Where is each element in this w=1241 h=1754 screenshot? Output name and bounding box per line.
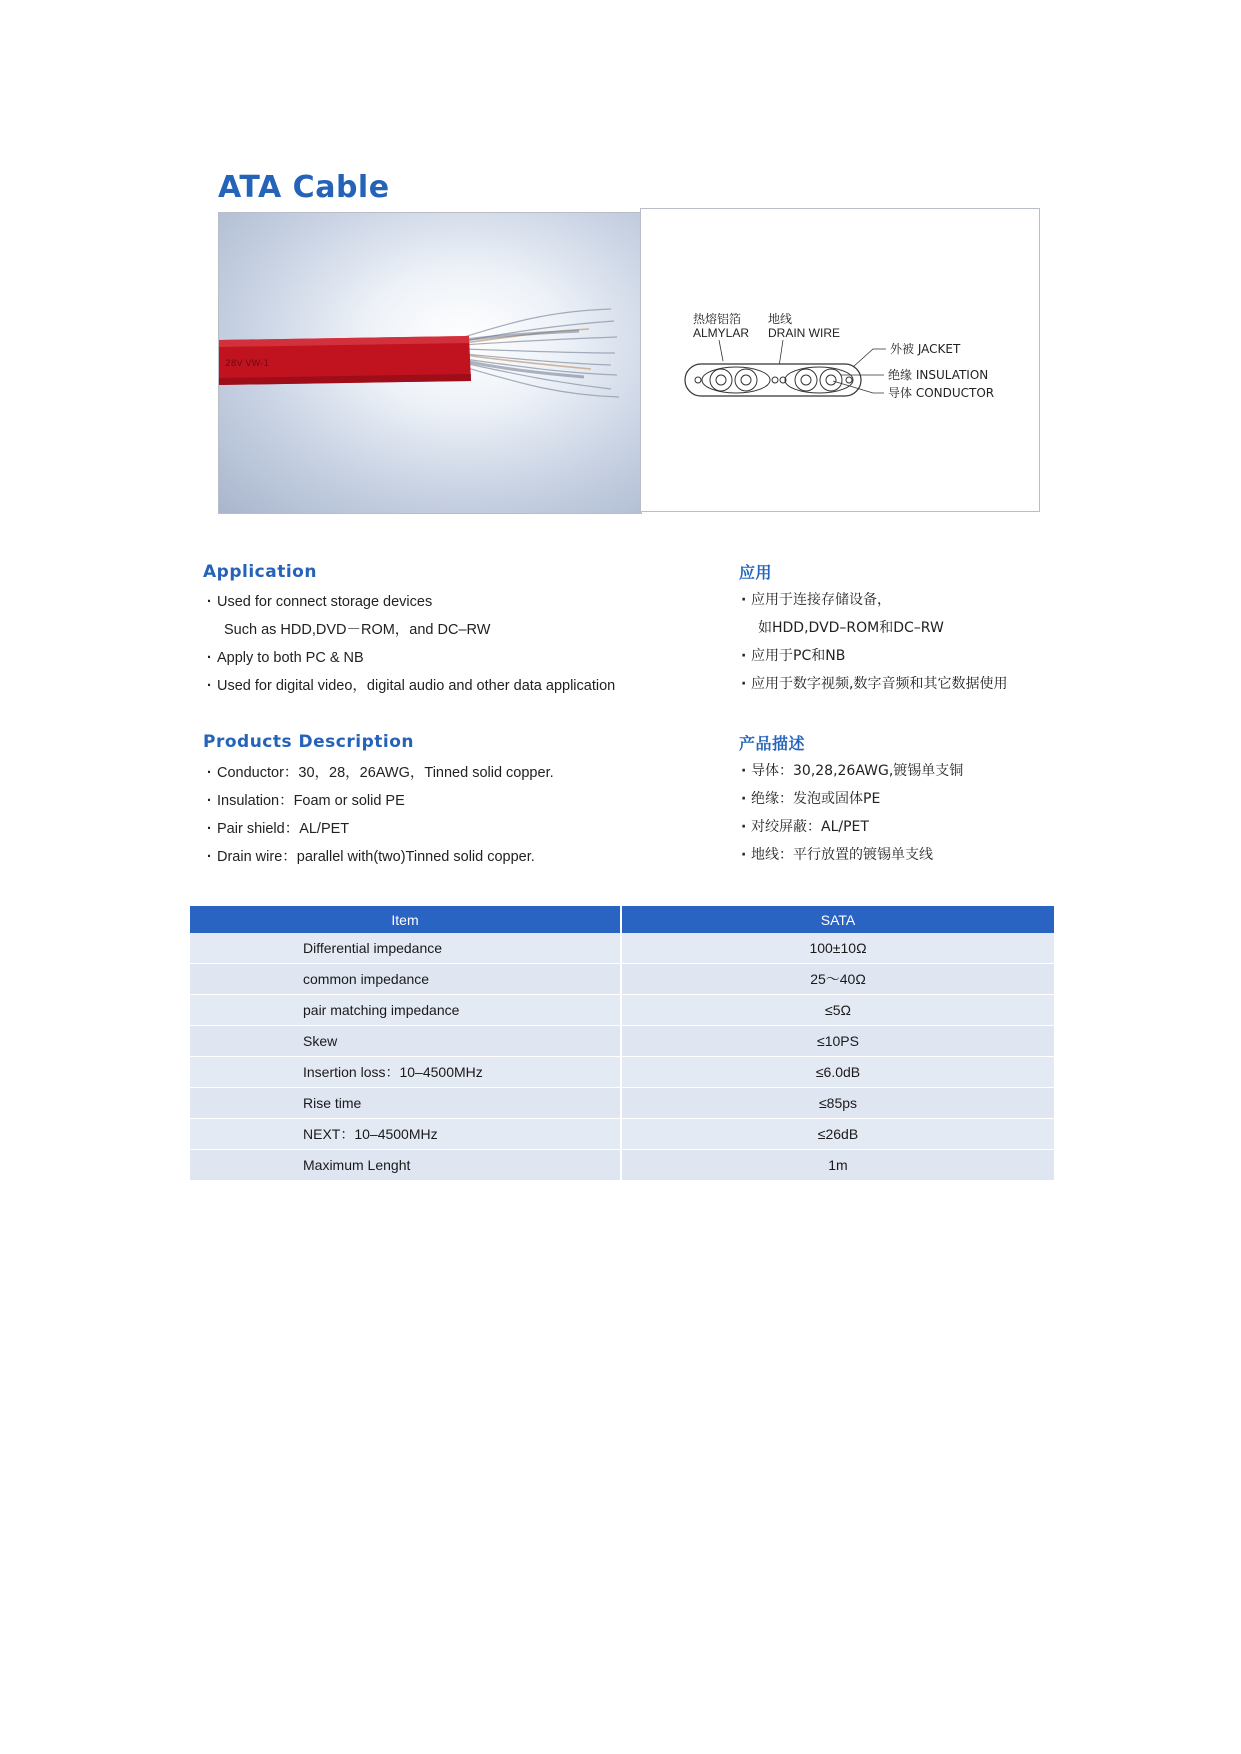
table-cell: pair matching impedance bbox=[190, 995, 621, 1026]
products-description-list bbox=[207, 759, 554, 871]
spec-table bbox=[190, 906, 1054, 1181]
table-cell: Skew bbox=[190, 1026, 621, 1057]
list-item: · Used for digital video，digital audio and other data application bbox=[207, 672, 615, 700]
cable-print-text: 28V VW-1 bbox=[225, 359, 270, 369]
table-row bbox=[190, 933, 1054, 964]
table-row bbox=[190, 964, 1054, 995]
table-cell: ≤5Ω bbox=[621, 995, 1054, 1026]
list-item: · 应用于数字视频,数字音频和其它数据使用 bbox=[741, 670, 1007, 698]
table-row bbox=[190, 1057, 1054, 1088]
table-row bbox=[190, 1119, 1054, 1150]
jacket-label: 外被 JACKET bbox=[890, 342, 961, 356]
list-item: · 绝缘：发泡或固体PE bbox=[741, 785, 963, 813]
products-description-list-zh bbox=[741, 757, 963, 869]
list-item: Such as HDD,DVD－ROM，and DC–RW bbox=[224, 622, 491, 638]
insulation-label: 绝缘 INSULATION bbox=[888, 368, 989, 382]
application-list bbox=[207, 588, 615, 700]
almylar-label-zh: 热熔铝箔 bbox=[693, 312, 742, 326]
list-item: · 应用于连接存储设备， bbox=[741, 586, 1007, 614]
table-cell: common impedance bbox=[190, 964, 621, 995]
list-item: · Apply to both PC & NB bbox=[207, 644, 615, 672]
cross-section-diagram bbox=[640, 208, 1040, 512]
drain-wire-label-en: DRAIN WIRE bbox=[768, 326, 840, 340]
table-row bbox=[190, 1026, 1054, 1057]
list-item: 如HDD,DVD–ROM和DC–RW bbox=[758, 620, 944, 636]
table-row bbox=[190, 995, 1054, 1026]
list-item: · Used for connect storage devices bbox=[207, 588, 615, 616]
table-cell: ≤6.0dB bbox=[621, 1057, 1054, 1088]
cable-photo bbox=[218, 212, 642, 514]
page-title: ATA Cable bbox=[218, 170, 390, 205]
conductor-label: 导体 CONDUCTOR bbox=[888, 386, 995, 400]
table-cell: NEXT：10–4500MHz bbox=[190, 1119, 621, 1150]
application-heading: Application bbox=[203, 562, 317, 582]
table-cell: Rise time bbox=[190, 1088, 621, 1119]
table-cell: Maximum Lenght bbox=[190, 1150, 621, 1181]
almylar-label-en: ALMYLAR bbox=[693, 326, 750, 340]
table-cell: Insertion loss：10–4500MHz bbox=[190, 1057, 621, 1088]
list-item: · Drain wire：parallel with(two)Tinned solid copper. bbox=[207, 843, 554, 871]
column-header-item: Item bbox=[190, 906, 621, 933]
application-list-zh bbox=[741, 586, 1007, 698]
table-cell: Differential impedance bbox=[190, 933, 621, 964]
column-header-sata: SATA bbox=[621, 906, 1054, 933]
table-row bbox=[190, 1088, 1054, 1119]
table-cell: 1m bbox=[621, 1150, 1054, 1181]
products-description-heading: Products Description bbox=[203, 732, 414, 752]
list-item: · Conductor：30，28，26AWG，Tinned solid copper. bbox=[207, 759, 554, 787]
table-cell: ≤85ps bbox=[621, 1088, 1054, 1119]
list-item: · 对绞屏蔽：AL/PET bbox=[741, 813, 963, 841]
table-cell: 25～40Ω bbox=[621, 964, 1054, 995]
table-cell: ≤26dB bbox=[621, 1119, 1054, 1150]
table-cell: 100±10Ω bbox=[621, 933, 1054, 964]
list-item: · 应用于PC和NB bbox=[741, 642, 1007, 670]
table-cell: ≤10PS bbox=[621, 1026, 1054, 1057]
list-item: · 地线：平行放置的镀锡单支线 bbox=[741, 841, 963, 869]
list-item: · Insulation：Foam or solid PE bbox=[207, 787, 554, 815]
drain-wire-label-zh: 地线 bbox=[768, 312, 793, 326]
list-item: · Pair shield：AL/PET bbox=[207, 815, 554, 843]
products-description-heading-zh: 产品描述 bbox=[739, 734, 806, 753]
application-heading-zh: 应用 bbox=[739, 563, 773, 582]
table-header-row bbox=[190, 906, 1054, 933]
list-item: · 导体：30,28,26AWG,镀锡单支铜 bbox=[741, 757, 963, 785]
table-row bbox=[190, 1150, 1054, 1181]
